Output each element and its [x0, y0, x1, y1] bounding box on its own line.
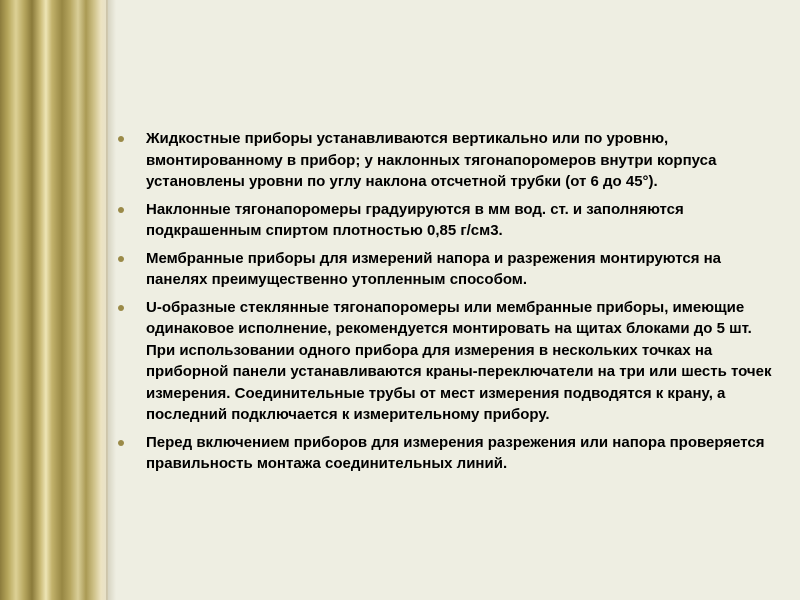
bullet-dot-icon: [118, 256, 124, 262]
bullet-item: [118, 199, 778, 242]
bullet-text: Перед включением приборов для измерения разрежения или напора проверяется правильность монтажа соединительных линий.: [146, 433, 765, 472]
bullet-item: [118, 128, 778, 193]
bullet-text: Жидкостные приборы устанавливаются вертикально или по уровню, вмонтированному в прибор; у наклонных тягонапоромеров внутри корпуса установлены уровни по углу наклона отсчетной трубки (от 6 до 45°).: [146, 130, 717, 190]
bullet-item: [118, 432, 778, 475]
bullet-dot-icon: [118, 207, 124, 213]
bullet-list: [118, 128, 778, 475]
band-shadow: [106, 0, 116, 600]
bullet-dot-icon: [118, 305, 124, 311]
slide-content: [118, 128, 778, 481]
bullet-text: Мембранные приборы для измерений напора и разрежения монтируются на панелях преимущественно утопленным способом.: [146, 249, 722, 288]
bullet-item: [118, 297, 778, 426]
bullet-text: Наклонные тягонапоромеры градуируются в мм вод. ст. и заполняются подкрашенным спиртом плотностью 0,85 г/см3.: [146, 200, 684, 239]
decorative-gold-band: [0, 0, 108, 600]
bullet-dot-icon: [118, 440, 124, 446]
bullet-text: U-образные стеклянные тягонапоромеры или мембранные приборы, имеющие одинаковое исполнение, рекомендуется монтировать на щитах блоками до 5 шт. При использовании одного прибора для измерения в нескольких точках на приборной панели устанавливаются краны-переключатели на три или шесть точек измерения. Соединительные трубы от мест измерения подводятся к крану, а последний подключается к измерительному прибору.: [146, 298, 772, 423]
bullet-item: [118, 248, 778, 291]
bullet-dot-icon: [118, 136, 124, 142]
